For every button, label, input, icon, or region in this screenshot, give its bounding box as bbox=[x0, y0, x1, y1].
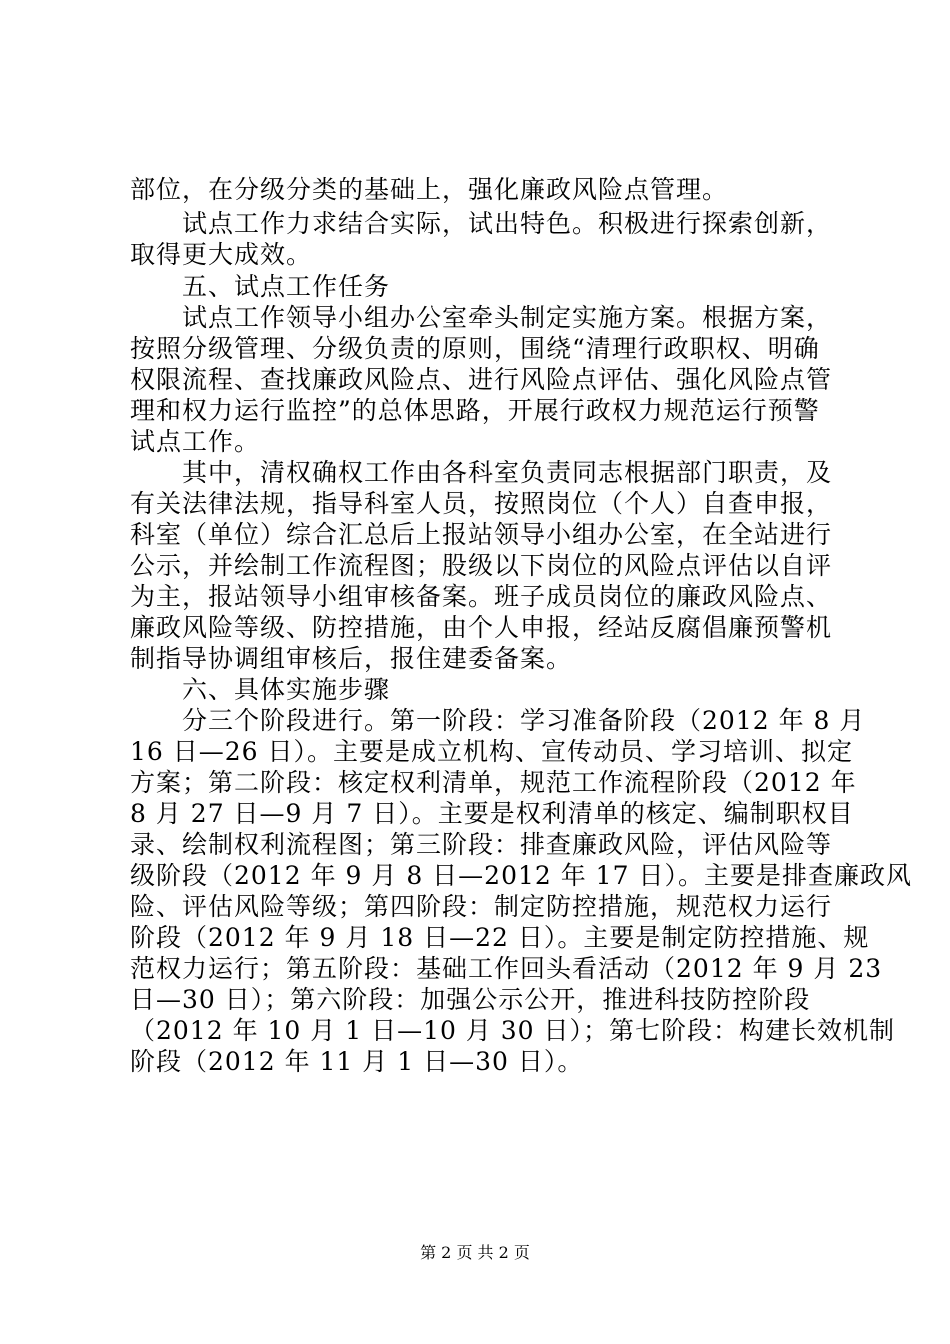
section-heading: 五、试点工作任务 bbox=[130, 272, 391, 301]
page-number-footer: 第 2 页 共 2 页 bbox=[420, 1243, 530, 1262]
text-line: 试点工作力求结合实际，试出特色。积极进行探索创新， bbox=[130, 209, 833, 238]
text-line: 其中，清权确权工作由各科室负责同志根据部门职责，及 bbox=[130, 458, 833, 487]
text-line: 范权力运行；第五阶段：基础工作回头看活动（2012 年 9 月 23 bbox=[130, 954, 883, 983]
text-line: 按照分级管理、分级负责的原则，围绕“清理行政职权、明确 bbox=[130, 334, 820, 363]
text-line: 制指导协调组审核后，报住建委备案。 bbox=[130, 644, 573, 673]
text-line: 分三个阶段进行。第一阶段：学习准备阶段（2012 年 8 月 bbox=[130, 706, 866, 735]
text-line: 险、评估风险等级；第四阶段：制定防控措施，规范权力运行 bbox=[130, 892, 833, 921]
text-line: 阶段（2012 年 9 月 18 日—22 日）。主要是制定防控措施、规 bbox=[130, 923, 870, 952]
text-line: 日—30 日）；第六阶段：加强公示公开，推进科技防控阶段 bbox=[130, 985, 811, 1014]
text-line: 试点工作。 bbox=[130, 427, 261, 456]
text-line: 取得更大成效。 bbox=[130, 240, 313, 269]
text-line: 部位，在分级分类的基础上，强化廉政风险点管理。 bbox=[130, 175, 729, 204]
text-line: 阶段（2012 年 11 月 1 日—30 日）。 bbox=[130, 1047, 584, 1076]
text-line: 试点工作领导小组办公室牵头制定实施方案。根据方案， bbox=[130, 303, 833, 332]
text-line: 公示，并绘制工作流程图；股级以下岗位的风险点评估以自评 bbox=[130, 551, 833, 580]
text-line: 科室（单位）综合汇总后上报站领导小组办公室，在全站进行 bbox=[130, 520, 833, 549]
text-line: 级阶段（2012 年 9 月 8 日—2012 年 17 日）。主要是排查廉政风 bbox=[130, 861, 912, 890]
text-line: 方案；第二阶段：核定权利清单，规范工作流程阶段（2012 年 bbox=[130, 768, 857, 797]
text-line: 廉政风险等级、防控措施，由个人申报，经站反腐倡廉预警机 bbox=[130, 613, 833, 642]
section-heading: 六、具体实施步骤 bbox=[130, 675, 391, 704]
text-line: 为主，报站领导小组审核备案。班子成员岗位的廉政风险点、 bbox=[130, 582, 833, 611]
text-line: 16 日—26 日）。主要是成立机构、宣传动员、学习培训、拟定 bbox=[130, 737, 854, 766]
text-line: 8 月 27 日—9 月 7 日）。主要是权利清单的核定、编制职权目 bbox=[130, 799, 854, 828]
text-line: 理和权力运行监控”的总体思路，开展行政权力规范运行预警 bbox=[130, 396, 820, 425]
text-line: （2012 年 10 月 1 日—10 月 30 日）；第七阶段：构建长效机制 bbox=[130, 1016, 896, 1045]
text-line: 权限流程、查找廉政风险点、进行风险点评估、强化风险点管 bbox=[130, 365, 833, 394]
text-line: 录、绘制权利流程图；第三阶段：排查廉政风险，评估风险等 bbox=[130, 830, 833, 859]
text-line: 有关法律法规，指导科室人员，按照岗位（个人）自查申报， bbox=[130, 489, 833, 518]
